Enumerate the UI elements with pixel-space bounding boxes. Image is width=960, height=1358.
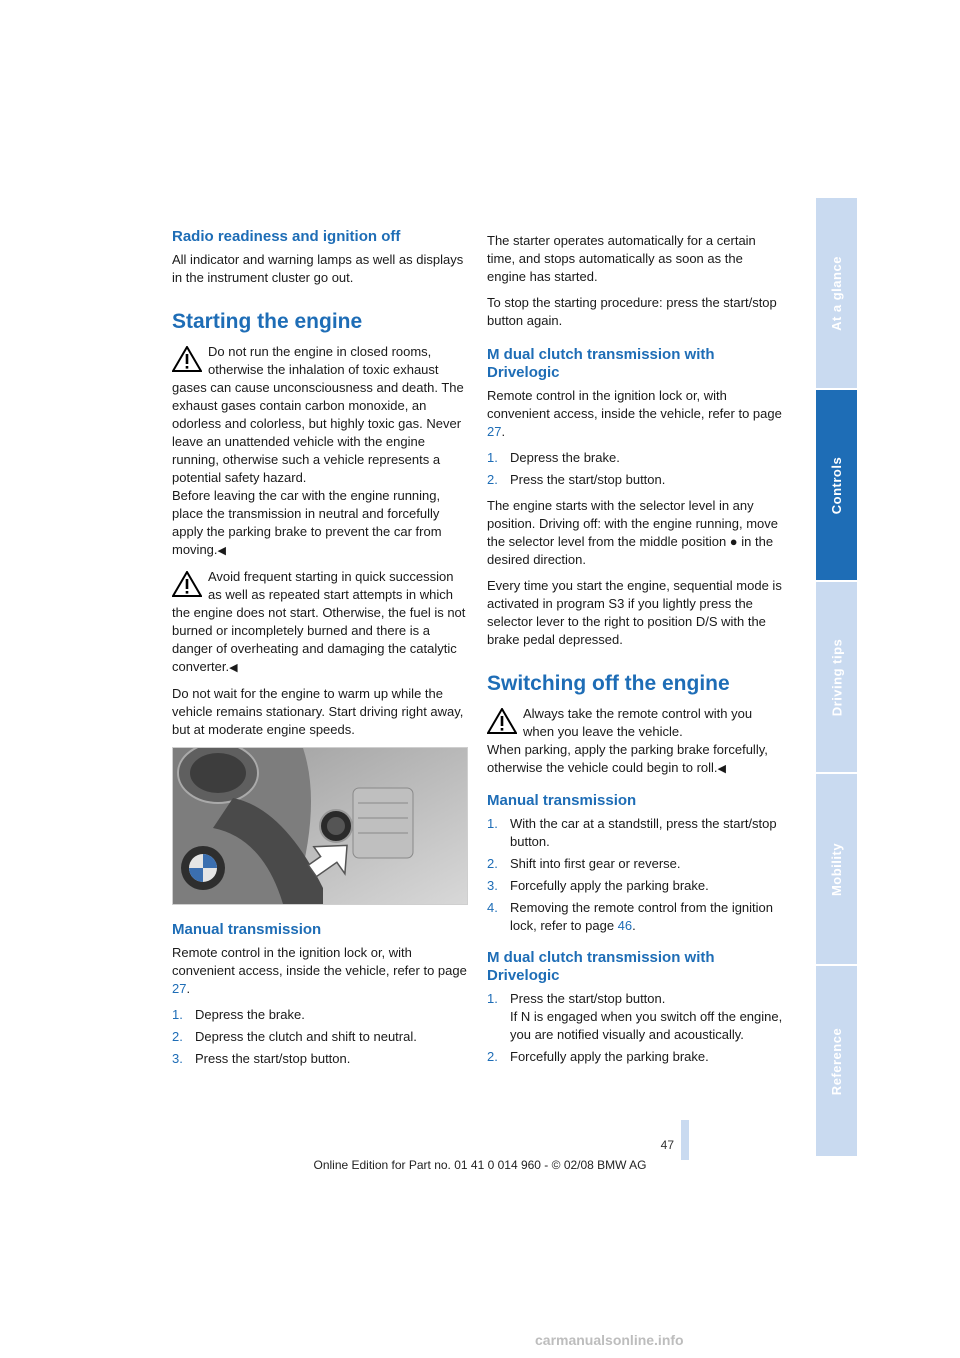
end-mark-icon: ◀	[717, 763, 726, 775]
mdct-start-steps	[487, 449, 785, 489]
list-item: 1. Press the start/stop button. If N is engaged when you switch off the engine, you are notified visually and acoustically.	[487, 991, 783, 1042]
sequential-text: Every time you start the engine, sequential mode is activated in program S3 if you lightly press the selector lever to the right to position D/S with the brake pedal depressed.	[487, 578, 782, 647]
manual-start-steps	[172, 1006, 470, 1068]
page-link-27[interactable]: 27	[172, 981, 187, 996]
list-item: 2. Forcefully apply the parking brake.	[487, 1049, 709, 1064]
warning-remote-control-text: Always take the remote control with you when you leave the vehicle.	[523, 706, 753, 739]
starter-text: The starter operates automatically for a certain time, and stops automatically as soon as the engine has started.	[487, 233, 756, 284]
left-column	[172, 228, 470, 1076]
list-item: 1. Depress the brake.	[487, 450, 620, 465]
footer-edition-text: Online Edition for Part no. 01 41 0 014 960 - © 02/08 BMW AG	[313, 1158, 647, 1172]
tab-driving-tips[interactable]: Driving tips	[816, 582, 857, 772]
right-column	[487, 232, 785, 1074]
end-mark-icon: ◀	[229, 662, 238, 674]
radio-readiness-heading: Radio readiness and ignition off	[172, 228, 401, 245]
manual-remote-text: Remote control in the ignition lock or, with convenient access, inside the vehicle, refer to page 27.	[172, 945, 467, 996]
warning-toxic-exhaust-continued: Before leaving the car with the engine running, place the transmission in neutral and forcefully apply the parking brake to prevent the car from moving.	[172, 488, 442, 557]
page-marker-bar	[681, 1120, 689, 1160]
list-item: 2. Press the start/stop button.	[487, 472, 666, 487]
list-item: 2. Depress the clutch and shift to neutral.	[172, 1029, 417, 1044]
warning-toxic-exhaust	[172, 343, 470, 560]
switching-off-heading: Switching off the engine	[487, 672, 730, 695]
radio-readiness-text: All indicator and warning lamps as well as displays in the instrument cluster go out.	[172, 252, 464, 285]
warning-triangle-icon	[172, 346, 202, 372]
tab-reference[interactable]: Reference	[816, 966, 857, 1156]
selector-text: The engine starts with the selector level in any position. Driving off: with the engine running, move the selector level from the middle position ● in the desired direction.	[487, 498, 778, 567]
end-mark-icon: ◀	[217, 545, 226, 557]
warning-remote-control	[487, 705, 785, 778]
mdct-remote-text: Remote control in the ignition lock or, with convenient access, inside the vehicle, refer to page 27.	[487, 388, 782, 439]
mdct-heading-off: M dual clutch transmission with Drivelogic	[487, 949, 715, 984]
section-tabs	[816, 198, 857, 1158]
list-item: 3. Press the start/stop button.	[172, 1051, 351, 1066]
list-item: 4. Removing the remote control from the ignition lock, refer to page 46.	[487, 900, 774, 933]
warning-triangle-icon	[487, 708, 517, 734]
stop-procedure-text: To stop the starting procedure: press the start/stop button again.	[487, 295, 777, 328]
manual-off-steps	[487, 815, 785, 935]
warmup-text: Do not wait for the engine to warm up while the vehicle remains stationary. Start driving right away, but at moderate engine speeds.	[172, 686, 464, 737]
tab-controls[interactable]: Controls	[816, 390, 857, 580]
warning-triangle-icon	[172, 571, 202, 597]
page-link-27[interactable]: 27	[487, 424, 502, 439]
warning-toxic-exhaust-text: Do not run the engine in closed rooms, otherwise the inhalation of toxic exhaust gases can cause unconsciousness and death. The exhaust gases contain carbon monoxide, an odorless and colorless, but highly toxic gas. Never leave an unattended vehicle with the engine running, otherwise such a vehicle represents a potential safety hazard.	[172, 344, 464, 485]
mdct-heading-start: M dual clutch transmission with Drivelogic	[487, 346, 715, 381]
list-item: 2. Shift into first gear or reverse.	[487, 856, 681, 871]
watermark: carmanualsonline.info	[535, 1332, 684, 1348]
starting-engine-heading: Starting the engine	[172, 310, 363, 333]
tab-at-a-glance[interactable]: At a glance	[816, 198, 857, 388]
warning-frequent-start	[172, 568, 470, 677]
manual-transmission-heading-start: Manual transmission	[172, 921, 322, 938]
mdct-off-steps	[487, 990, 785, 1066]
page-link-46[interactable]: 46	[617, 918, 633, 933]
manual-transmission-heading-off: Manual transmission	[487, 792, 637, 809]
page-number: 47	[660, 1138, 674, 1152]
start-stop-button-photo	[172, 747, 468, 905]
warning-parking-text: When parking, apply the parking brake forcefully, otherwise the vehicle could begin to roll.	[487, 742, 768, 775]
list-item: 1. With the car at a standstill, press the start/stop button.	[487, 816, 777, 849]
list-item: 3. Forcefully apply the parking brake.	[487, 878, 709, 893]
warning-frequent-start-text: Avoid frequent starting in quick succession as well as repeated start attempts in which the engine does not start. Otherwise, the fuel is not burned or incompletely burned and there is a danger of overheating and damaging the catalytic converter.	[172, 569, 466, 674]
tab-mobility[interactable]: Mobility	[816, 774, 857, 964]
list-item: 1. Depress the brake.	[172, 1007, 305, 1022]
